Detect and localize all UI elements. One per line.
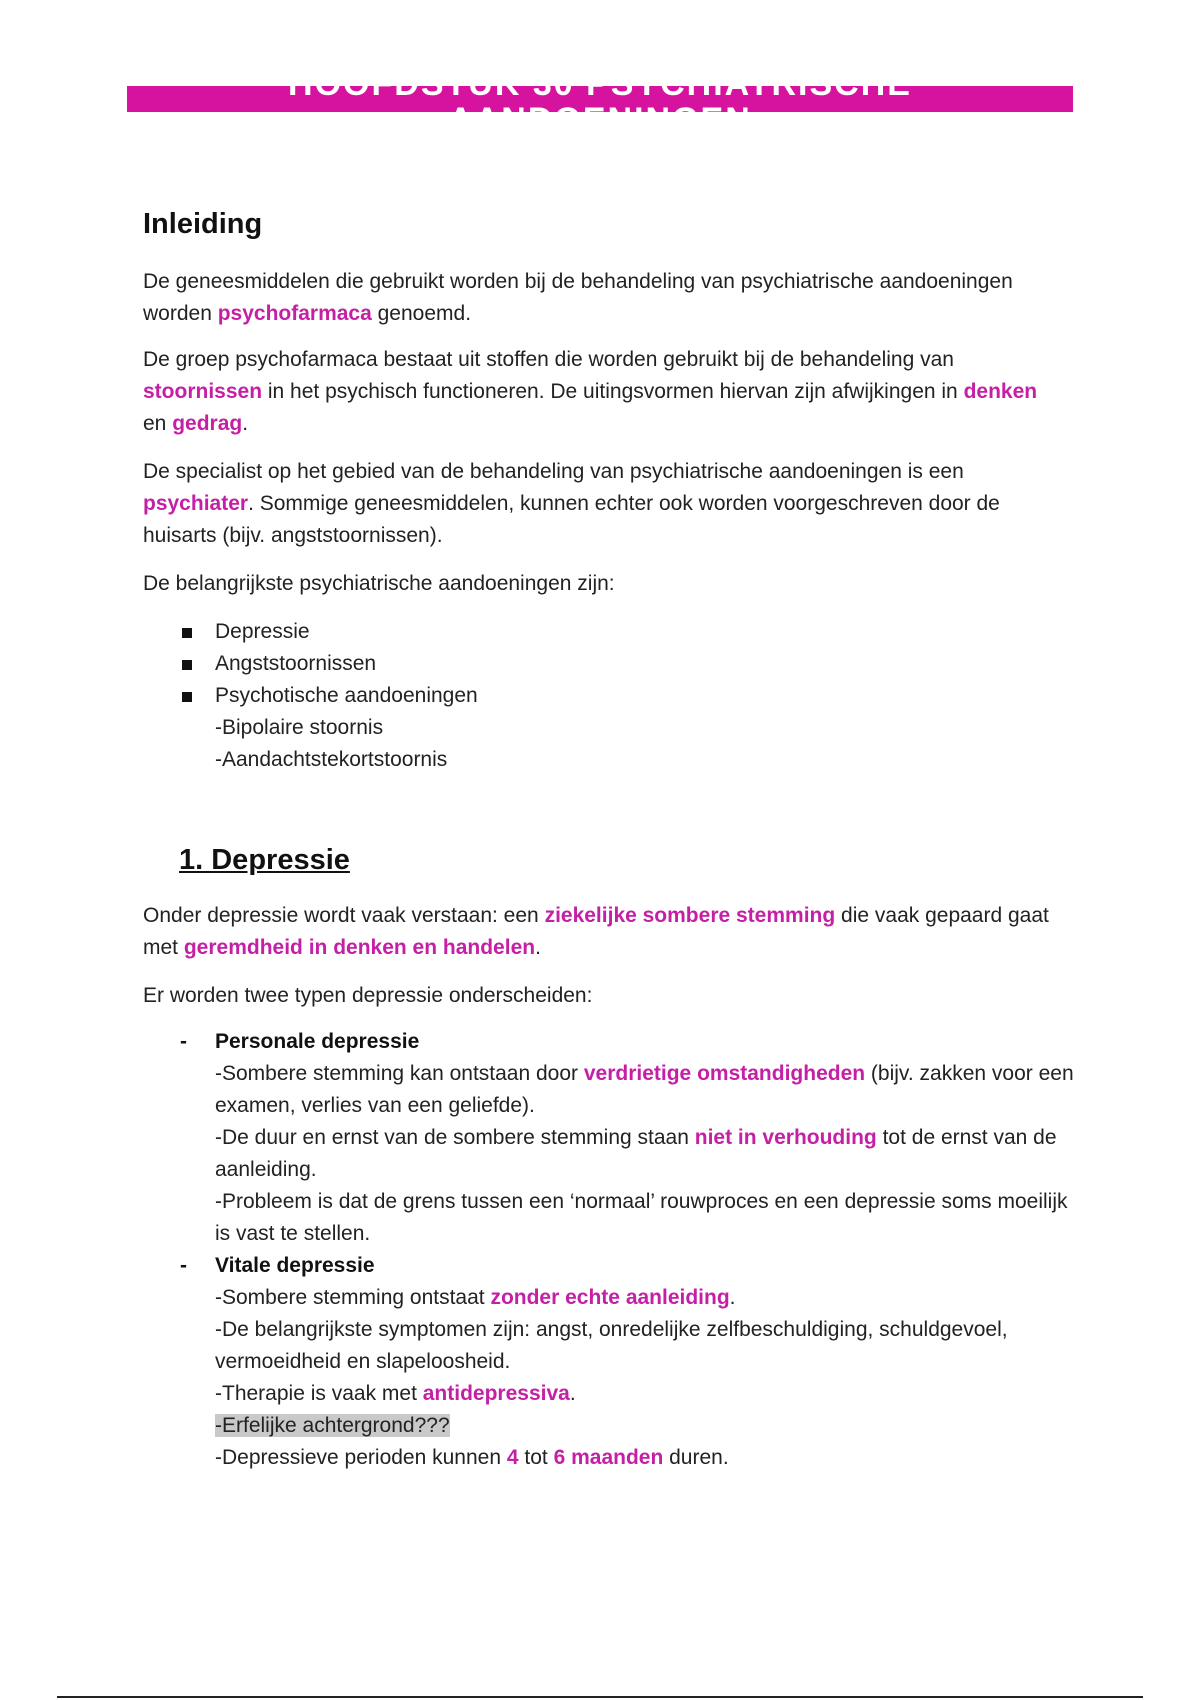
highlight-term: denken	[963, 380, 1038, 403]
highlight-term: 6 maanden	[553, 1446, 664, 1469]
highlight-term: psychofarmaca	[217, 302, 372, 325]
type-line: -Probleem is dat de grens tussen een ‘normaal’ rouwproces en een depressie soms moeilijk is vast te stellen.	[215, 1190, 1068, 1245]
text: .	[569, 1382, 576, 1405]
list-item	[180, 680, 478, 712]
highlight-term: psychiater	[143, 492, 249, 515]
text: genoemd.	[371, 302, 472, 325]
type-heading-personale	[180, 1026, 1080, 1058]
bullet-square-icon	[182, 660, 192, 670]
text: tot de ernst van de aanleiding.	[215, 1126, 1057, 1181]
text: De groep psychofarmaca bestaat uit stoffen die worden gebruikt bij de behandeling van	[143, 348, 954, 371]
type-line	[180, 1122, 1080, 1186]
highlight-term: stoornissen	[143, 380, 263, 403]
paragraph-psychiater	[143, 456, 1063, 552]
dash-bullet: -	[180, 1030, 187, 1053]
highlight-term: gedrag	[172, 412, 243, 435]
type-line	[180, 1378, 1080, 1410]
text: .	[729, 1286, 736, 1309]
page-bottom-rule	[57, 1696, 1143, 1698]
type-line	[180, 1442, 1080, 1474]
paragraph-depressie-definitie	[143, 900, 1063, 964]
bullet-square-icon	[182, 692, 192, 702]
chapter-title-banner	[127, 65, 1073, 139]
dash-bullet: -	[180, 1254, 187, 1277]
text: De geneesmiddelen die gebruikt worden bij de behandeling van psychiatrische aandoeningen worden	[143, 270, 1013, 325]
chapter-title-line1: HOOFDSTUK 30 PSYCHIATRISCHE	[288, 65, 912, 103]
type-line: -De belangrijkste symptomen zijn: angst, onredelijke zelfbeschuldiging, schuldgevoel, vermoeidheid en slapeloosheid.	[215, 1318, 1008, 1373]
list-item-label: Psychotische aandoeningen	[215, 684, 478, 707]
text: Onder depressie wordt vaak verstaan: een	[143, 904, 545, 927]
text: -De duur en ernst van de sombere stemming staan	[215, 1126, 695, 1149]
paragraph-typen-intro: Er worden twee typen depressie onderscheiden:	[143, 984, 593, 1007]
grey-highlighted-note: -Erfelijke achtergrond???	[215, 1414, 450, 1437]
text: .	[242, 412, 249, 435]
text: De specialist op het gebied van de behandeling van psychiatrische aandoeningen is een	[143, 460, 964, 483]
sub-item-label: -Bipolaire stoornis	[215, 716, 384, 739]
conditions-list	[180, 616, 478, 776]
text: duren.	[663, 1446, 729, 1469]
depression-types	[180, 1026, 1080, 1474]
text: in het psychisch functioneren. De uitingsvormen hiervan zijn afwijkingen in	[262, 380, 964, 403]
list-item-label: Angststoornissen	[215, 652, 377, 675]
type-heading-vitale	[180, 1250, 1080, 1282]
type-line	[180, 1410, 1080, 1442]
text: .	[535, 936, 541, 959]
text: en	[143, 412, 173, 435]
highlight-term: verdrietige omstandigheden	[583, 1062, 866, 1085]
highlight-term: geremdheid in denken en handelen	[183, 936, 536, 959]
sub-item-label: -Aandachtstekortstoornis	[215, 748, 448, 771]
text: die vaak gepaard gaat met	[143, 904, 1049, 959]
text: -Sombere stemming ontstaat	[215, 1286, 491, 1309]
highlight-term: 4	[506, 1446, 519, 1469]
type-line	[180, 1282, 1080, 1314]
highlight-term: zonder echte aanleiding	[490, 1286, 730, 1309]
list-item	[180, 648, 478, 680]
paragraph-psychofarmaca	[143, 266, 1063, 330]
type-title: Vitale depressie	[215, 1254, 375, 1277]
list-item-label: Depressie	[215, 620, 310, 643]
highlight-term: antidepressiva	[422, 1382, 570, 1405]
section-heading-inleiding: Inleiding	[143, 208, 263, 240]
sub-item	[180, 712, 478, 744]
list-item	[180, 616, 478, 648]
text: . Sommige geneesmiddelen, kunnen echter ook worden voorgeschreven door de huisarts (bijv. angststoornissen).	[143, 492, 1000, 547]
text: tot	[518, 1446, 554, 1469]
text: -Sombere stemming kan ontstaan door	[215, 1062, 584, 1085]
paragraph-list-intro: De belangrijkste psychiatrische aandoeningen zijn:	[143, 572, 615, 595]
section-heading-depressie: 1. Depressie	[179, 844, 350, 876]
highlight-term: ziekelijke sombere stemming	[544, 904, 836, 927]
paragraph-stoornissen	[143, 344, 1063, 440]
chapter-title-line2: AANDOENINGEN	[448, 101, 752, 139]
type-title: Personale depressie	[215, 1030, 420, 1053]
text: -Therapie is vaak met	[215, 1382, 423, 1405]
sub-item	[180, 744, 478, 776]
text: (bijv. zakken voor een examen, verlies van een geliefde).	[215, 1062, 1074, 1117]
highlight-term: niet in verhouding	[694, 1126, 877, 1149]
text: -Depressieve perioden kunnen	[215, 1446, 507, 1469]
bullet-square-icon	[182, 628, 192, 638]
type-line	[180, 1058, 1080, 1122]
